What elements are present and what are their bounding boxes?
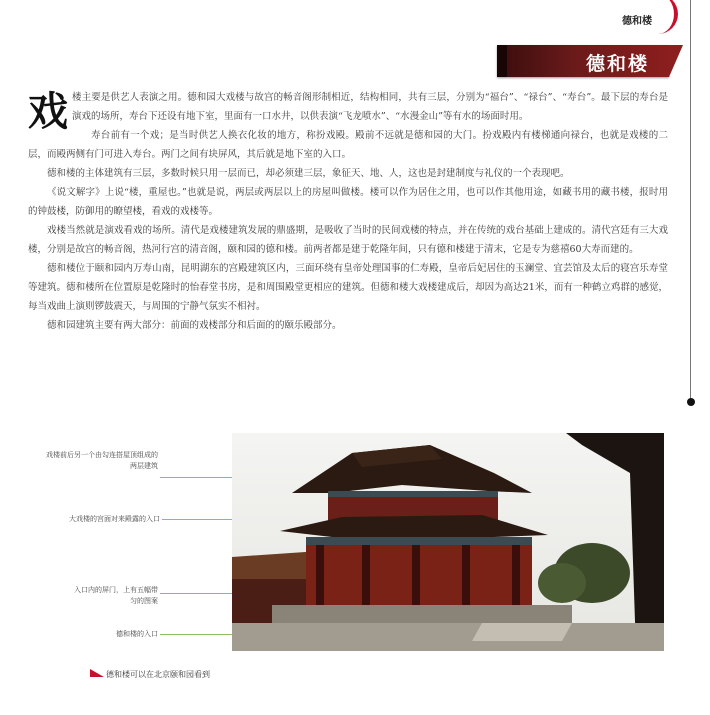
pavilion-photo bbox=[232, 433, 664, 651]
paragraph: 德和园建筑主要有两大部分：前面的戏楼部分和后面的的颐乐殿部分。 bbox=[47, 320, 342, 331]
title-banner-edge bbox=[669, 45, 683, 77]
footer-note: 德和楼可以在北京颐和园看到 bbox=[106, 670, 210, 679]
article-body bbox=[28, 88, 668, 335]
paragraph: 德和楼的主体建筑有三层，多数时候只用一层而已，却必须建三层，象征天、地、人，这也是封建制度与礼仪的一个表现吧。 bbox=[47, 168, 570, 179]
paragraph: 戏楼当然就是演戏看戏的场所。清代是戏楼建筑发展的鼎盛期，是吸收了当时的民间戏楼的特点，并在传统的戏台基础上建成的。清代宫廷有三大戏楼，分别是故宫的畅音阁，热河行宫的清音阁，颐和园的德和楼。前两者都是建于乾隆年间，只有德和楼建于清末，它是专为慈禧60大寿而建的。 bbox=[28, 225, 668, 255]
paragraph: 德和楼位于颐和园内万寿山南，昆明湖东的宫殿建筑区内，三面环绕有皇帝处理国事的仁寿殿，皇帝后妃居住的玉澜堂、宜芸馆及太后的寝宫乐寿堂等建筑。德和楼所在位置原是乾隆时的怡春堂书房，是和周围殿堂更相应的建筑。但德和楼大戏楼建成后，却因为高达21米，而有一种鹤立鸡群的感觉，每当戏曲上演则锣鼓震天，与周围的宁静气氛实不相衬。 bbox=[28, 263, 668, 312]
footer-arrow-icon bbox=[90, 669, 104, 677]
margin-dot bbox=[687, 398, 695, 406]
caption-4: 德和楼的入口 bbox=[116, 630, 158, 638]
paragraph: 寿台前有一个戏；是当时供艺人换衣化妆的地方，称扮戏殿。殿前不远就是德和园的大门。扮戏殿内有楼梯通向禄台，也就是戏楼的二层，而殿两侧有门可进入寿台。两门之间有块屏风，其后就是地下室的入口。 bbox=[28, 130, 668, 160]
caption-3: 入口内的屏门，上有五幅带匀的图案 bbox=[74, 586, 158, 605]
margin-rule bbox=[690, 0, 691, 400]
paragraph bbox=[28, 88, 668, 135]
paragraph: 《说文解字》上说“楼，重屋也。”也就是说，两层或两层以上的房屋叫做楼。楼可以作为居住之用，也可以作其他用途，如藏书用的藏书楼，报时用的钟鼓楼，防御用的瞭望楼，看戏的戏楼等。 bbox=[28, 187, 668, 217]
dropcap: 戏 bbox=[28, 88, 68, 135]
title-banner bbox=[497, 45, 669, 77]
page-title: 德和楼 bbox=[585, 53, 649, 75]
caption-1: 戏楼前后另一个由勾连搭屋顶组成的两层建筑 bbox=[46, 451, 158, 470]
caption-2: 大戏楼的宫面对来殿露的入口 bbox=[69, 515, 160, 523]
paragraph-text: 楼主要是供艺人表演之用。德和园大戏楼与故宫的畅音阁形制相近，结构相同，共有三层，分别为“福台”、“禄台”、“寿台”。最下层的寿台是演戏的场所，寿台下还设有地下室，里面有一口水井，以供表演“飞龙喷水”、“水漫金山”等有水的场面时用。 bbox=[72, 92, 668, 122]
running-head: 德和楼 bbox=[622, 16, 652, 27]
